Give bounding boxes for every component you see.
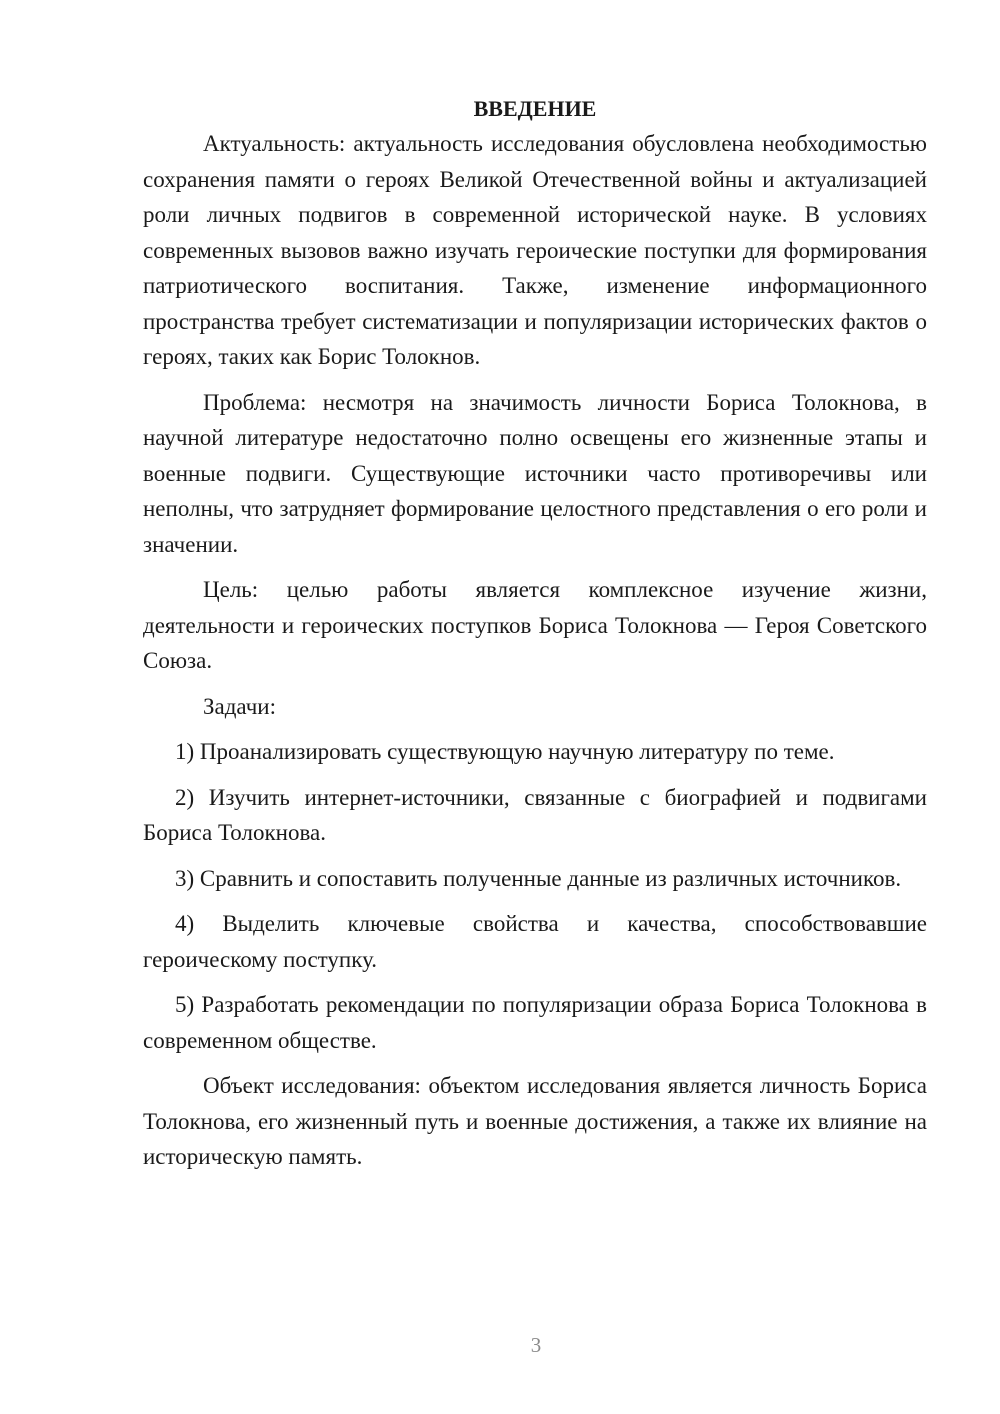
task-item-2: 2) Изучить интернет-источники, связанные с биографией и подвигами Бориса Толокнова. (143, 784, 927, 845)
task-item-4: 4) Выделить ключевые свойства и качества, способствовавшие героическому поступку. (143, 911, 927, 972)
object-paragraph: Объект исследования: объектом исследования является личность Бориса Толокнова, его жизненный путь и военные достижения, а также их влияние на историческую память. (143, 1073, 927, 1169)
task-item-3: 3) Сравнить и сопоставить полученные данные из различных источников. (175, 865, 902, 891)
problem-paragraph: Проблема: несмотря на значимость личности Бориса Толокнова, в научной литературе недостаточно полно освещены его жизненные этапы и военные подвиги. Существующие источники часто противоречивы или неполны, что затрудняет формирование целостного представления о его роли и значении. (143, 389, 927, 557)
relevance-paragraph: Актуальность: актуальность исследования обусловлена необходимостью сохранения памяти о героях Великой Отечественной войны и актуализацией роли личных подвигов в современной исторической науке. В условиях современных вызовов важно изучать героические поступки для формирования патриотического воспитания. Также, изменение информационного пространства требует систематизации и популяризации исторических фактов о героях, таких как Борис Толокнов. (143, 131, 927, 369)
page-content (143, 94, 927, 1185)
task-item-1: 1) Проанализировать существующую научную литературу по теме. (175, 739, 835, 764)
page-number: 3 (530, 1333, 542, 1357)
goal-paragraph: Цель: целью работы является комплексное изучение жизни, деятельности и героических поступков Бориса Толокнова — Героя Советского Союза. (143, 577, 927, 673)
tasks-title: Задачи: (203, 693, 276, 719)
task-item-5: 5) Разработать рекомендации по популяризации образа Бориса Толокнова в современном обществе. (143, 992, 927, 1053)
section-heading: ВВЕДЕНИЕ (473, 96, 597, 121)
